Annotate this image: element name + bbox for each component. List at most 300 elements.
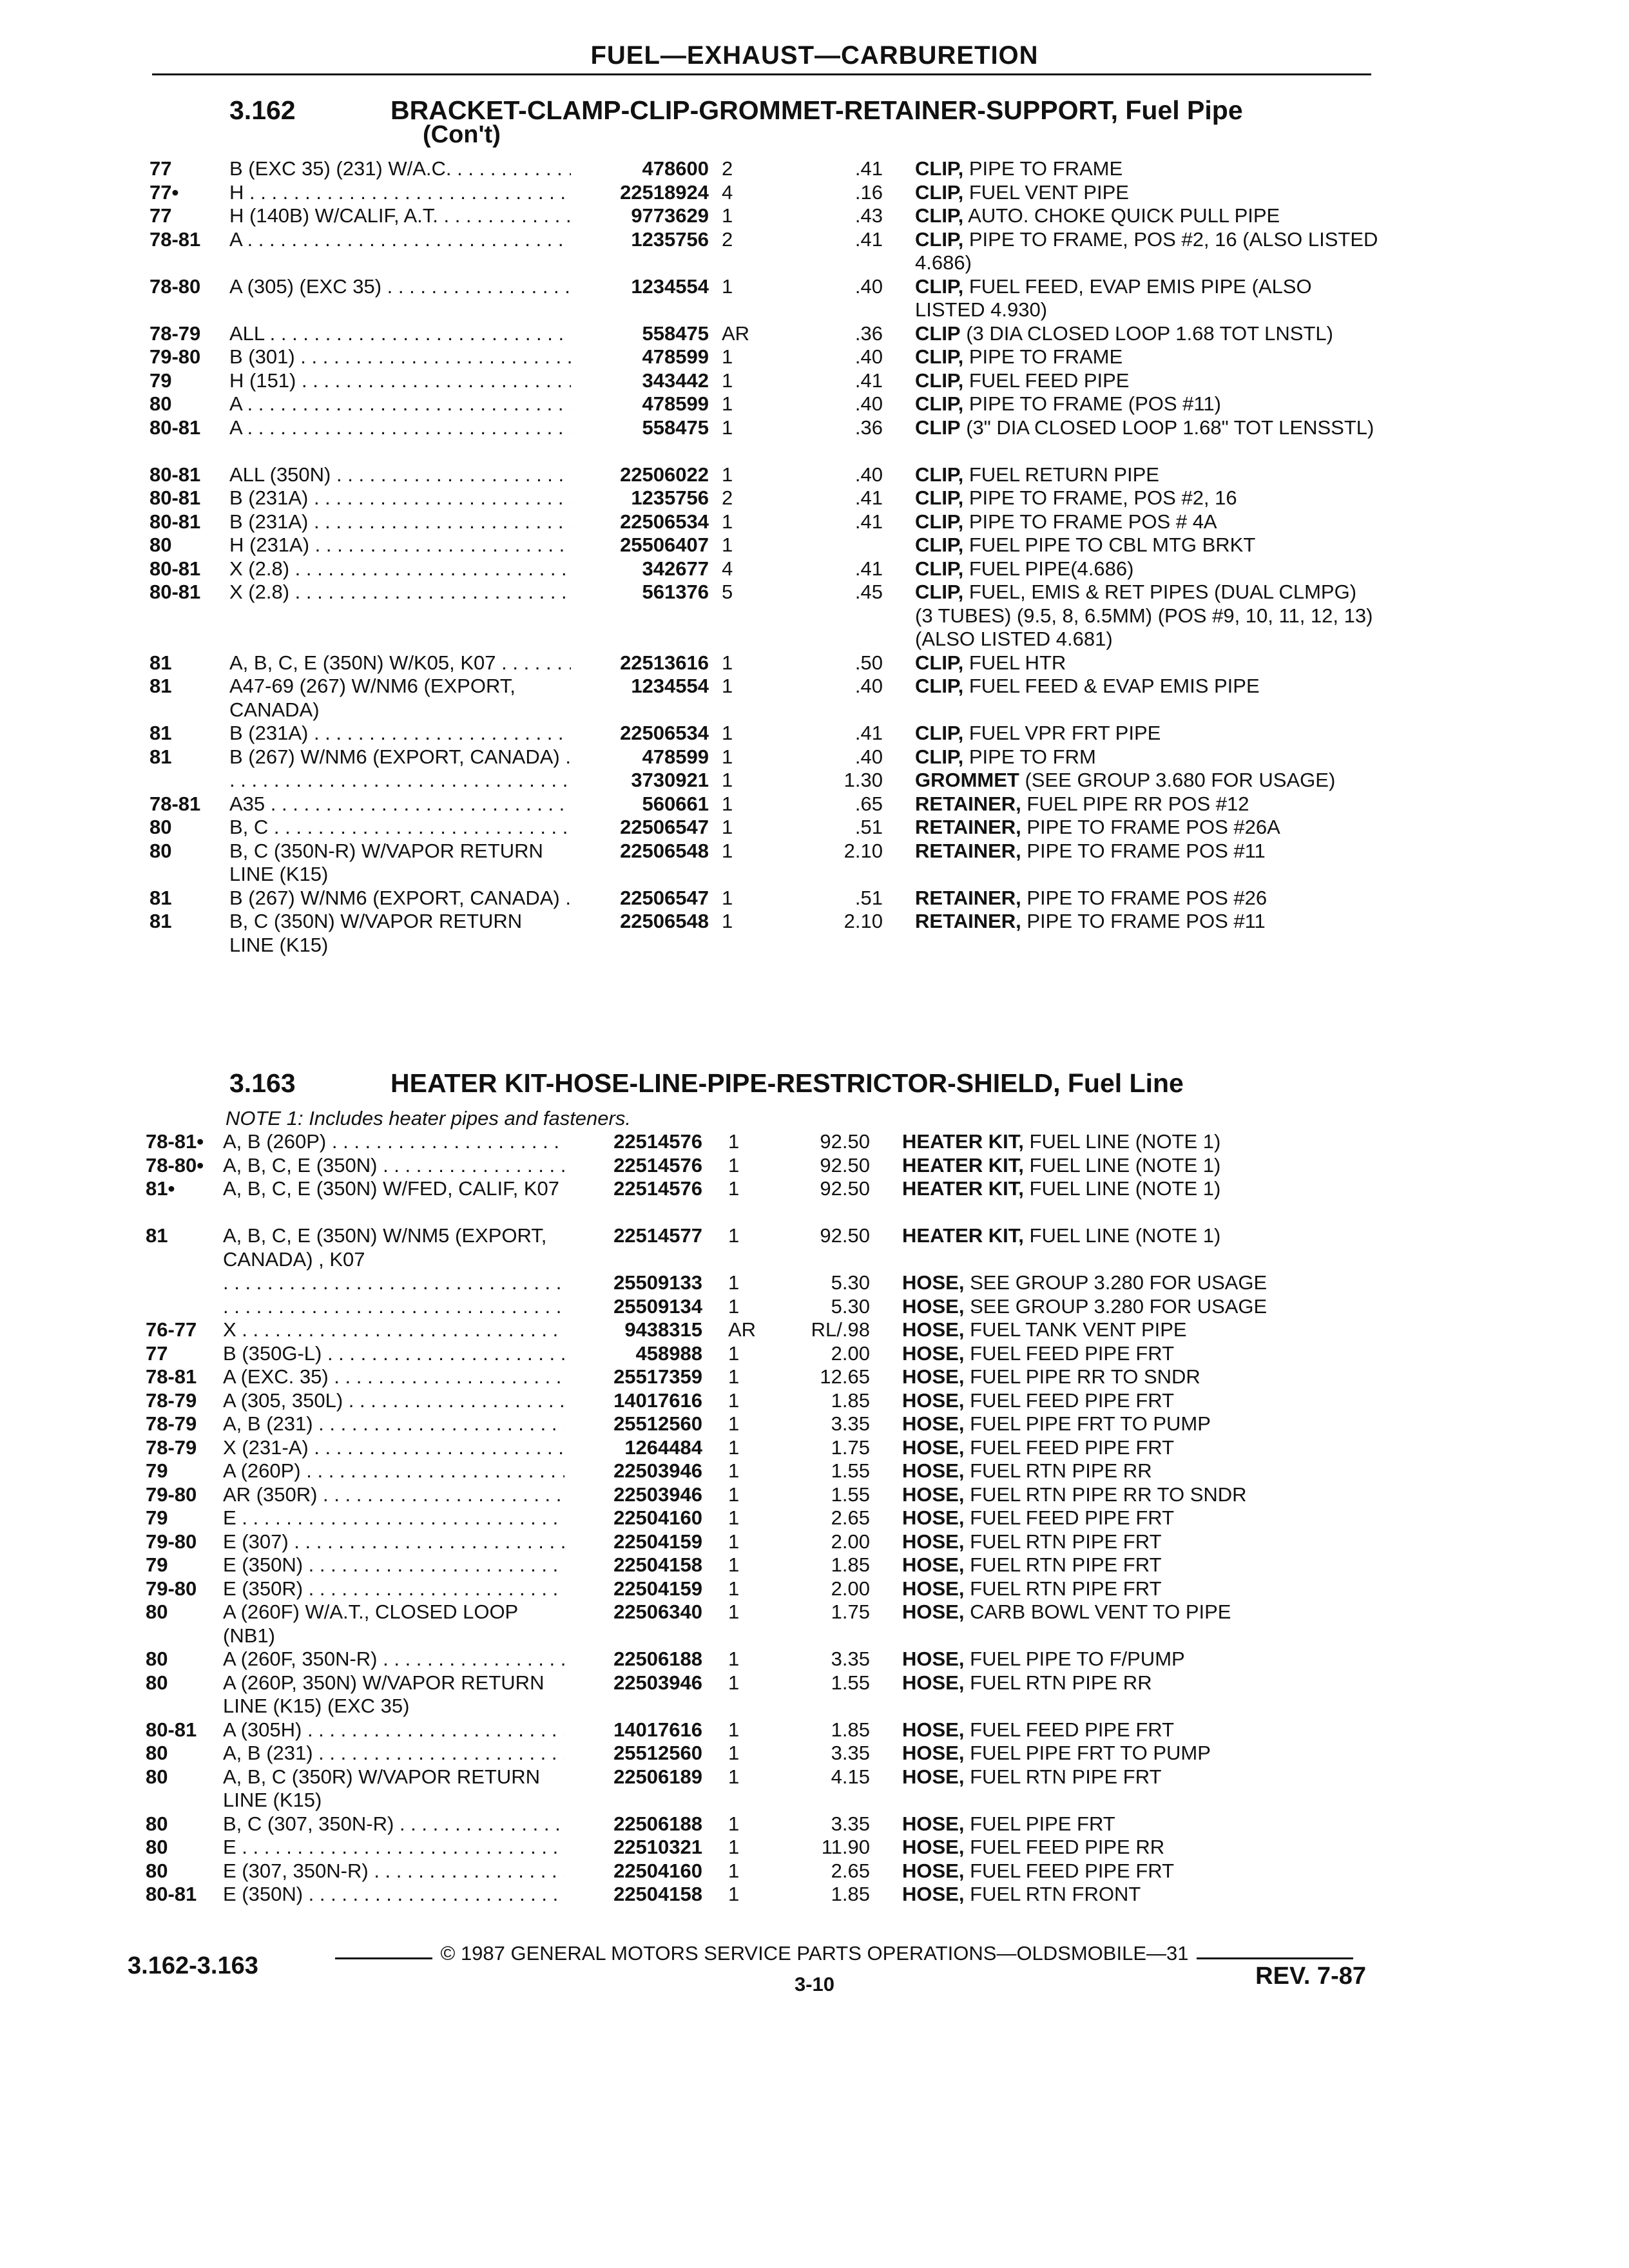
section-title: BRACKET-CLAMP-CLIP-GROMMET-RETAINER-SUPPORT, Fuel Pipe [390, 95, 1243, 125]
part-name: CLIP, [915, 745, 964, 768]
quantity: 1 [722, 533, 733, 556]
part-detail: FUEL LINE (NOTE 1) [1023, 1177, 1221, 1200]
model-year: 78-79 [149, 322, 201, 345]
model-code: B (301) . . . [229, 345, 571, 369]
part-detail: PIPE TO FRAME [963, 157, 1123, 180]
table-row [0, 1459, 1629, 1483]
part-name: CLIP [915, 322, 961, 345]
table-row [0, 840, 1629, 887]
price: 5.30 [831, 1294, 870, 1318]
model-year: 80 [146, 1765, 168, 1788]
part-number: 1234554 [631, 274, 709, 298]
quantity: 1 [728, 1153, 740, 1177]
part-detail: FUEL PIPE FRT [964, 1812, 1115, 1835]
model-year: 79-80 [146, 1530, 197, 1553]
table-row [0, 345, 1629, 369]
model-year: 80-81 [149, 463, 201, 486]
part-description [902, 1436, 1373, 1460]
quantity: 1 [722, 274, 733, 298]
part-name: HEATER KIT, [902, 1224, 1024, 1247]
part-detail: PIPE TO FRAME (POS #11) [963, 392, 1221, 415]
copyright-text: © 1987 GENERAL MOTORS SERVICE PARTS OPERATIONS—OLDSMOBILE—31 [432, 1942, 1196, 1965]
part-name: RETAINER, [915, 886, 1021, 909]
price: 3.35 [831, 1742, 870, 1764]
part-number: 478600 [642, 157, 709, 180]
model-year: 77 [149, 204, 172, 227]
part-description [902, 1342, 1373, 1366]
table-row [0, 793, 1629, 816]
part-name: HOSE, [902, 1318, 965, 1341]
part-description [915, 840, 1379, 863]
model-year: 77• [149, 180, 179, 204]
model-code: ALL (350N) . . . [229, 463, 571, 486]
model-year: 80 [146, 1648, 168, 1670]
model-code: B, C . . . [229, 816, 571, 839]
part-description [902, 1154, 1373, 1178]
model-code: B, C (350N) W/VAPOR RETURN LINE (K15) [229, 910, 523, 956]
model-code: B (350G-L) . . . [223, 1342, 564, 1365]
table-row [0, 769, 1629, 793]
price: .16 [854, 180, 883, 204]
part-detail: FUEL FEED PIPE FRT [964, 1389, 1175, 1412]
part-name: CLIP, [915, 651, 964, 674]
part-description [915, 651, 1379, 675]
part-name: HOSE, [902, 1671, 965, 1694]
model-code: A, B, C, E (350N) W/NM5 (EXPORT, CANADA) , K07 [223, 1224, 547, 1271]
quantity: 1 [728, 1294, 740, 1318]
model-code [223, 1295, 564, 1318]
part-detail: PIPE TO FRAME [963, 345, 1123, 368]
table-row [0, 1860, 1629, 1883]
part-detail: PIPE TO FRAME POS #26A [1021, 816, 1280, 838]
part-number: 22504158 [613, 1553, 702, 1576]
part-number: 1235756 [631, 227, 709, 251]
table-row [0, 1812, 1629, 1836]
part-description [902, 1530, 1373, 1554]
table-row [0, 581, 1629, 651]
part-description [902, 1718, 1373, 1742]
part-description [902, 1483, 1373, 1507]
model-year: 81• [146, 1177, 175, 1200]
quantity: 1 [728, 1412, 740, 1435]
part-number: 22514576 [613, 1177, 702, 1200]
part-description [915, 345, 1379, 369]
price: .41 [854, 369, 883, 392]
part-description [915, 887, 1379, 910]
part-detail: FUEL FEED PIPE FRT [964, 1718, 1175, 1741]
table-row [0, 1742, 1629, 1765]
part-name: HOSE, [902, 1530, 965, 1553]
model-code: A (260F, 350N-R) . . . [223, 1648, 564, 1671]
part-number: 22506340 [613, 1600, 702, 1623]
table-row [0, 910, 1629, 957]
quantity: 1 [722, 463, 733, 486]
model-year: 80-81 [146, 1718, 197, 1741]
model-code: A . . . [229, 416, 571, 439]
model-year: 81 [149, 745, 172, 768]
quantity: 1 [728, 1271, 740, 1294]
model-year: 80 [146, 1836, 168, 1858]
part-number: 558475 [642, 416, 709, 439]
part-number: 25509133 [613, 1271, 702, 1294]
part-name: RETAINER, [915, 910, 1021, 932]
part-detail: FUEL TANK VENT PIPE [964, 1318, 1187, 1341]
price: .41 [854, 557, 883, 580]
price: .36 [854, 416, 883, 439]
price: .40 [854, 392, 883, 415]
model-year: 80 [149, 533, 172, 556]
table-row [0, 1389, 1629, 1413]
model-code: A (260P) . . . [223, 1459, 564, 1483]
model-year: 78-79 [146, 1412, 197, 1435]
table-row [0, 1883, 1629, 1907]
section-title-continued: (Con't) [423, 121, 501, 148]
price: 92.50 [820, 1153, 870, 1177]
section-3-162 [0, 95, 1629, 957]
part-name: HOSE, [902, 1271, 965, 1294]
part-description [915, 181, 1379, 205]
part-description [902, 1506, 1373, 1530]
part-number: 22514577 [613, 1224, 702, 1247]
model-year: 79-80 [146, 1483, 197, 1506]
part-description [915, 557, 1379, 581]
part-detail: FUEL FEED PIPE RR [964, 1836, 1165, 1858]
table-row [0, 1224, 1629, 1271]
table-row [0, 369, 1629, 393]
section-note-text: NOTE 1: Includes heater pipes and fasteners. [226, 1107, 631, 1129]
price: 1.85 [831, 1553, 870, 1576]
part-name: CLIP, [915, 180, 964, 204]
quantity: 1 [728, 1506, 740, 1529]
model-year: 78-81• [146, 1130, 204, 1153]
model-year: 79-80 [149, 345, 201, 368]
header-rule [152, 73, 1371, 75]
price: .50 [854, 651, 883, 674]
model-year: 77 [146, 1341, 168, 1365]
quantity: 1 [728, 1224, 740, 1247]
part-detail: SEE GROUP 3.280 FOR USAGE [964, 1294, 1268, 1318]
quantity: 2 [722, 486, 733, 509]
part-number: 3730921 [631, 769, 709, 791]
model-year: 81 [149, 886, 172, 909]
part-name: HOSE, [902, 1341, 965, 1365]
price: 11.90 [821, 1836, 870, 1858]
table-row [0, 651, 1629, 675]
part-description [902, 1295, 1373, 1319]
price: .45 [854, 581, 883, 603]
quantity: 1 [722, 204, 733, 227]
quantity: 1 [722, 816, 733, 838]
part-name: HOSE, [902, 1365, 965, 1388]
model-code: H (140B) W/CALIF, A.T. . . . [229, 204, 571, 227]
part-number: 561376 [642, 581, 709, 603]
part-detail: FUEL RTN PIPE FRT [964, 1577, 1162, 1600]
part-name: HOSE, [902, 1883, 965, 1905]
model-year: 80-81 [149, 581, 201, 603]
part-name: RETAINER, [915, 792, 1021, 815]
price: 92.50 [820, 1224, 870, 1247]
price: 1.85 [831, 1718, 870, 1741]
price: 4.15 [831, 1765, 870, 1788]
part-detail: PIPE TO FRAME, POS #2, 16 (ALSO LISTED 4.686) [915, 227, 1378, 274]
quantity: 1 [728, 1859, 740, 1882]
part-number: 22504160 [613, 1506, 702, 1529]
part-description [902, 1553, 1373, 1577]
part-description [902, 1224, 1373, 1248]
price: 3.35 [831, 1812, 870, 1835]
price: .40 [854, 345, 883, 368]
model-code: H (231A) . . . [229, 533, 571, 557]
price: 2.00 [831, 1577, 870, 1600]
part-name: HOSE, [902, 1859, 965, 1882]
quantity: 1 [722, 651, 733, 674]
model-code: B (EXC 35) (231) W/A.C. . . . [229, 157, 571, 180]
part-name: HOSE, [902, 1836, 965, 1858]
part-number: 25512560 [613, 1412, 702, 1435]
model-year: 81 [149, 675, 172, 697]
model-code: X (231-A) . . . [223, 1436, 564, 1459]
part-number: 343442 [642, 369, 709, 392]
model-year: 78-79 [146, 1436, 197, 1459]
part-name: CLIP, [915, 486, 964, 509]
model-code: E (350R) . . . [223, 1577, 564, 1600]
part-detail: (3 DIA CLOSED LOOP 1.68 TOT LNSTL) [960, 322, 1333, 345]
price: 92.50 [820, 1130, 870, 1153]
quantity: 1 [722, 510, 733, 533]
quantity: 1 [722, 839, 733, 862]
model-code: E (350N) . . . [223, 1883, 564, 1906]
part-description [915, 510, 1379, 534]
section-3-163 [0, 1068, 1629, 1907]
part-number: 22506534 [620, 722, 709, 744]
part-description [915, 533, 1379, 557]
part-name: HEATER KIT, [902, 1177, 1024, 1200]
part-detail: FUEL PIPE FRT TO PUMP [964, 1412, 1211, 1435]
part-number: 560661 [642, 792, 709, 815]
model-code: A (EXC. 35) . . . [223, 1365, 564, 1389]
table-row [0, 1295, 1629, 1319]
part-detail: FUEL RTN FRONT [964, 1883, 1141, 1905]
table-row [0, 1177, 1629, 1224]
model-code: B, C (350N-R) W/VAPOR RETURN LINE (K15) [229, 839, 543, 885]
model-code: AR (350R) . . . [223, 1483, 564, 1506]
part-detail: FUEL PIPE RR TO SNDR [964, 1365, 1200, 1388]
price: 12.65 [820, 1365, 870, 1388]
part-description [915, 463, 1379, 487]
table-row [0, 1436, 1629, 1460]
part-detail: FUEL LINE (NOTE 1) [1023, 1224, 1221, 1247]
part-number: 22504159 [613, 1577, 702, 1600]
price: 1.85 [831, 1883, 870, 1905]
table-row [0, 533, 1629, 557]
model-year: 81 [149, 910, 172, 932]
quantity: 1 [728, 1883, 740, 1905]
part-detail: FUEL RTN PIPE FRT [964, 1765, 1162, 1788]
model-year: 80 [149, 392, 172, 415]
price: 1.55 [831, 1671, 870, 1694]
part-number: 22503946 [613, 1459, 702, 1482]
part-detail: CARB BOWL VENT TO PIPE [964, 1600, 1231, 1623]
part-number: 22506534 [620, 510, 709, 533]
model-code: A (305) (EXC 35) . . . [229, 275, 571, 298]
price: .36 [854, 322, 883, 345]
model-code: A . . . [229, 228, 571, 251]
part-detail: PIPE TO FRAME, POS #2, 16 [963, 486, 1237, 509]
model-code: B (231A) . . . [229, 486, 571, 510]
price: .65 [854, 792, 883, 815]
part-description [902, 1389, 1373, 1413]
part-number: 22504159 [613, 1530, 702, 1553]
model-code: A (305H) . . . [223, 1718, 564, 1742]
quantity: 1 [728, 1177, 740, 1200]
model-code: X (2.8) . . . [229, 557, 571, 581]
quantity: 1 [728, 1648, 740, 1670]
part-number: 22506547 [620, 816, 709, 838]
price: 1.75 [831, 1436, 870, 1459]
quantity: 1 [728, 1530, 740, 1553]
part-description [915, 204, 1379, 228]
price: 1.85 [831, 1389, 870, 1412]
part-description [915, 745, 1379, 769]
model-year: 80 [146, 1812, 168, 1835]
model-code: A . . . [229, 392, 571, 416]
price: 2.10 [843, 910, 883, 932]
part-name: HOSE, [902, 1600, 965, 1623]
part-detail: FUEL FEED PIPE FRT [964, 1436, 1175, 1459]
model-code: X (2.8) . . . [229, 581, 571, 604]
price: 3.35 [831, 1412, 870, 1435]
part-number: 478599 [642, 345, 709, 368]
part-detail: FUEL, EMIS & RET PIPES (DUAL CLMPG) (3 TUBES) (9.5, 8, 6.5MM) (POS #9, 10, 11, 12, 13) (ALSO LISTED 4.681) [915, 581, 1373, 650]
price: 2.00 [831, 1341, 870, 1365]
part-number: 14017616 [613, 1718, 702, 1741]
price: 1.30 [843, 769, 883, 791]
table-row [0, 1154, 1629, 1178]
price: 1.55 [831, 1459, 870, 1482]
part-name: CLIP, [915, 581, 964, 603]
quantity: 1 [728, 1671, 740, 1694]
model-year: 77 [149, 157, 172, 180]
price: .43 [854, 204, 883, 227]
table-row [0, 322, 1629, 346]
part-description [915, 769, 1379, 793]
part-description [915, 369, 1379, 393]
table-row [0, 816, 1629, 840]
part-name: HOSE, [902, 1294, 965, 1318]
part-name: CLIP, [915, 392, 964, 415]
model-year: 80-81 [149, 486, 201, 509]
page-title: FUEL—EXHAUST—CARBURETION [590, 41, 1039, 70]
table-row [0, 887, 1629, 910]
model-year: 79-80 [146, 1577, 197, 1600]
part-detail: FUEL FEED PIPE FRT [964, 1506, 1175, 1529]
part-number: 25517359 [613, 1365, 702, 1388]
quantity: 5 [722, 581, 733, 603]
model-code: B (267) W/NM6 (EXPORT, CANADA) . . . [229, 887, 571, 910]
table-row [0, 1836, 1629, 1860]
quantity: AR [728, 1318, 757, 1341]
part-detail: FUEL RTN PIPE FRT [964, 1530, 1162, 1553]
quantity: 2 [722, 157, 733, 180]
part-description [902, 1412, 1373, 1436]
part-name: HEATER KIT, [902, 1130, 1024, 1153]
quantity: 1 [728, 1341, 740, 1365]
part-name: HOSE, [902, 1718, 965, 1741]
part-detail: FUEL PIPE TO CBL MTG BRKT [963, 533, 1256, 556]
model-code: A (305, 350L) . . . [223, 1389, 564, 1412]
quantity: 1 [728, 1577, 740, 1600]
part-detail: FUEL FEED PIPE [963, 369, 1130, 392]
part-description [902, 1459, 1373, 1483]
model-code: ALL . . . [229, 322, 571, 345]
model-year: 78-81 [149, 227, 201, 251]
part-number: 1264484 [624, 1436, 702, 1459]
part-detail: PIPE TO FRAME POS # 4A [963, 510, 1217, 533]
quantity: 1 [722, 416, 733, 439]
table-row [0, 1483, 1629, 1507]
quantity: 1 [728, 1130, 740, 1153]
part-name: HOSE, [902, 1553, 965, 1576]
part-detail: FUEL PIPE TO F/PUMP [964, 1648, 1185, 1670]
quantity: 1 [722, 345, 733, 368]
price: .40 [854, 675, 883, 697]
part-detail: PIPE TO FRAME POS #26 [1021, 886, 1268, 909]
part-name: HEATER KIT, [902, 1153, 1024, 1177]
part-number: 458988 [635, 1341, 702, 1365]
model-code: H (151) . . . [229, 369, 571, 392]
part-description [902, 1365, 1373, 1389]
part-name: CLIP [915, 416, 961, 439]
table-row [0, 228, 1629, 275]
model-code: E . . . [223, 1506, 564, 1530]
part-name: CLIP, [915, 157, 964, 180]
model-code: A, B, C, E (350N) . . . [223, 1154, 564, 1177]
table-row [0, 1765, 1629, 1812]
part-name: HOSE, [902, 1436, 965, 1459]
part-name: GROMMET [915, 769, 1019, 791]
table-row [0, 510, 1629, 534]
model-year: 80 [149, 816, 172, 838]
part-number: 22504160 [613, 1859, 702, 1882]
part-number: 22518924 [620, 180, 709, 204]
quantity: 1 [722, 722, 733, 744]
part-name: RETAINER, [915, 839, 1021, 862]
part-name: CLIP, [915, 533, 964, 556]
part-description [915, 486, 1379, 510]
part-detail: (3" DIA CLOSED LOOP 1.68" TOT LENSSTL) [960, 416, 1374, 439]
quantity: 1 [728, 1742, 740, 1764]
part-description [902, 1318, 1373, 1342]
table-row [0, 675, 1629, 722]
table-row [0, 1506, 1629, 1530]
quantity: 1 [728, 1365, 740, 1388]
model-code: E . . . [223, 1836, 564, 1859]
part-number: 9438315 [624, 1318, 702, 1341]
part-description [915, 157, 1379, 181]
table-row [0, 1648, 1629, 1671]
part-name: CLIP, [915, 369, 964, 392]
price: 2.65 [831, 1506, 870, 1529]
part-number: 342677 [642, 557, 709, 580]
part-number: 25506407 [620, 533, 709, 556]
table-row [0, 1365, 1629, 1389]
part-name: HOSE, [902, 1765, 965, 1788]
model-code: A, B, C (350R) W/VAPOR RETURN LINE (K15) [223, 1765, 541, 1811]
part-detail: SEE GROUP 3.280 FOR USAGE [964, 1271, 1268, 1294]
model-year: 81 [146, 1224, 168, 1247]
table-row [0, 486, 1629, 510]
part-number: 22506188 [613, 1812, 702, 1835]
